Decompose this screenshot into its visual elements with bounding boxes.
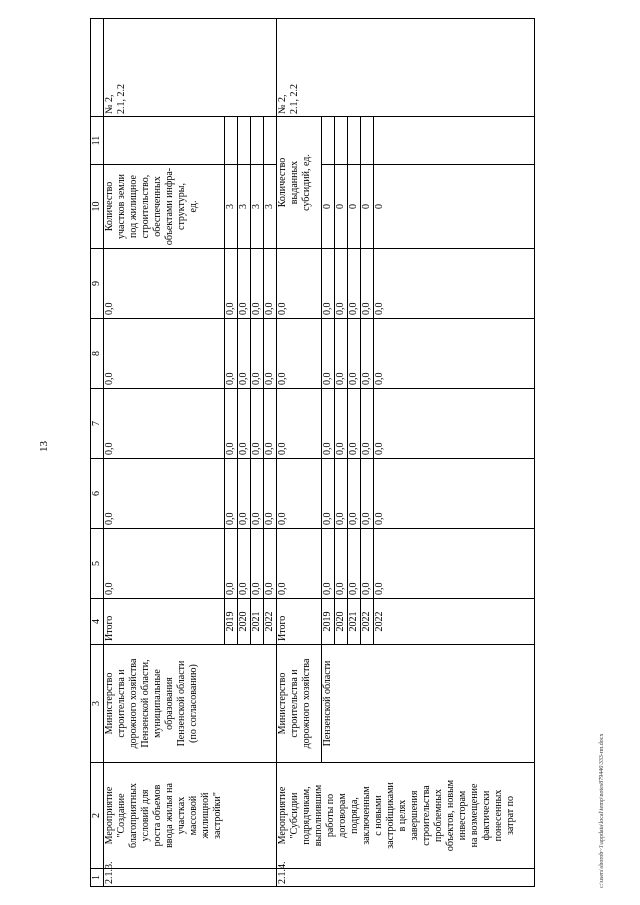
year-cell: 2019 [225, 599, 238, 645]
measure-name: Мероприятие "Создание благоприятных условий для роста объемов ввода жилья на участках массовой жилищной застройки" [104, 763, 277, 869]
value-cell: 0,0 [238, 459, 251, 529]
measure-executor: Министерство строительства и дорожного хозяйства [277, 645, 322, 763]
value-cell: 0,0 [335, 529, 348, 599]
header-cell: 9 [91, 249, 104, 319]
value-cell: 0,0 [264, 319, 277, 389]
value-cell: 0,0 [277, 529, 322, 599]
value-cell: 0,0 [322, 529, 335, 599]
header-cell: 7 [91, 389, 104, 459]
value-cell: 0,0 [238, 249, 251, 319]
value-cell: 0,0 [374, 529, 535, 599]
empty-cell [225, 117, 238, 165]
value-cell: 0,0 [264, 389, 277, 459]
header-blank-cell [91, 19, 104, 117]
value-cell: 0,0 [348, 529, 361, 599]
value-cell: 0,0 [374, 459, 535, 529]
value-cell: 0,0 [238, 319, 251, 389]
header-cell: 10 [91, 165, 104, 249]
year-cell: 2020 [335, 599, 348, 645]
value-cell: 0,0 [322, 319, 335, 389]
indicator-total-cell [104, 117, 225, 165]
header-cell: 1 [91, 869, 104, 887]
value-cell: 0,0 [238, 389, 251, 459]
empty-cell [251, 117, 264, 165]
value-cell: 0,0 [104, 529, 225, 599]
rotated-table-container [90, 19, 610, 887]
year-cell: 2022 [374, 599, 535, 645]
value-cell: 0,0 [104, 249, 225, 319]
empty-cell [264, 117, 277, 165]
program-table [90, 18, 535, 887]
page-number: 13 [38, 441, 50, 452]
table-row [277, 19, 322, 887]
indicator-value-cell: 3 [238, 165, 251, 249]
measure-name: Мероприятие "Субсидии подрядчикам, выполнившим работы по договорам подряда, заключенным с новыми застройщиками в целях завершения строительства проблемных объектов, новым инвесторам на возмещение фактически понесенных затрат по [277, 763, 535, 869]
value-cell: 0,0 [374, 389, 535, 459]
value-cell: 0,0 [225, 459, 238, 529]
value-cell: 0,0 [251, 249, 264, 319]
value-cell: 0,0 [348, 249, 361, 319]
value-cell: 0,0 [238, 529, 251, 599]
value-cell: 0,0 [251, 459, 264, 529]
indicator-value-cell: 0 [374, 165, 535, 249]
value-cell: 0,0 [361, 459, 374, 529]
value-cell: 0,0 [348, 389, 361, 459]
indicator-value-cell: 0 [335, 165, 348, 249]
value-cell: 0,0 [322, 249, 335, 319]
value-cell: 0,0 [225, 249, 238, 319]
indicator-value-cell: 0 [348, 165, 361, 249]
indicator-value-cell: 3 [225, 165, 238, 249]
header-number-row [91, 19, 104, 887]
indicator-value-cell: 3 [251, 165, 264, 249]
value-cell: 0,0 [361, 319, 374, 389]
indicator-name: Количество участков земли под жилищное строительство, обеспеченных объектами инфра- структуры, ед. [104, 165, 225, 249]
value-cell: 0,0 [361, 529, 374, 599]
header-cell: 3 [91, 645, 104, 763]
table-row [104, 19, 225, 887]
header-cell: 11 [91, 117, 104, 165]
value-cell: 0,0 [264, 529, 277, 599]
indicator-value-cell: 0 [361, 165, 374, 249]
indicator-link: № 2, 2.1, 2.2 [277, 19, 535, 117]
header-cell: 5 [91, 529, 104, 599]
header-cell: 2 [91, 763, 104, 869]
value-cell: 0,0 [277, 459, 322, 529]
indicator-value-cell: 0 [322, 165, 335, 249]
value-cell: 0,0 [225, 389, 238, 459]
year-cell: 2020 [238, 599, 251, 645]
measure-executor: Министерство строительства и дорожного хозяйства Пензенской области, муниципальные образования Пензенской области (по согласованию) [104, 645, 277, 763]
value-cell: 0,0 [277, 389, 322, 459]
header-cell: 6 [91, 459, 104, 529]
year-cell: 2021 [251, 599, 264, 645]
value-cell: 0,0 [264, 249, 277, 319]
value-cell: 0,0 [104, 319, 225, 389]
indicator-value-cell: 3 [264, 165, 277, 249]
value-cell: 0,0 [251, 389, 264, 459]
value-cell: 0,0 [335, 389, 348, 459]
year-cell: 2019 [322, 599, 335, 645]
value-cell: 0,0 [104, 389, 225, 459]
empty-cell [361, 117, 374, 165]
value-cell: 0,0 [374, 249, 535, 319]
value-cell: 0,0 [374, 319, 535, 389]
period-label: Итого [104, 599, 225, 645]
value-cell: 0,0 [251, 319, 264, 389]
indicator-link: № 2, 2.1, 2.2 [104, 19, 277, 117]
measure-number: 2.1.3. [104, 869, 277, 887]
value-cell: 0,0 [348, 459, 361, 529]
measure-number: 2.1.4. [277, 869, 535, 887]
value-cell: 0,0 [277, 249, 322, 319]
period-label: Итого [277, 599, 322, 645]
header-cell: 4 [91, 599, 104, 645]
empty-cell [238, 117, 251, 165]
empty-cell [374, 117, 535, 165]
value-cell: 0,0 [361, 249, 374, 319]
indicator-name: Количество выданных субсидий, ед. [277, 117, 322, 249]
value-cell: 0,0 [277, 319, 322, 389]
empty-cell [348, 117, 361, 165]
header-cell: 8 [91, 319, 104, 389]
value-cell: 0,0 [264, 459, 277, 529]
empty-cell [322, 117, 335, 165]
value-cell: 0,0 [322, 459, 335, 529]
table-row [322, 19, 335, 887]
year-cell: 2021 [348, 599, 361, 645]
value-cell: 0,0 [322, 389, 335, 459]
measure-executor-continued: Пензенской области [322, 645, 535, 763]
value-cell: 0,0 [335, 459, 348, 529]
value-cell: 0,0 [335, 319, 348, 389]
value-cell: 0,0 [104, 459, 225, 529]
value-cell: 0,0 [225, 529, 238, 599]
year-cell: 2022 [361, 599, 374, 645]
year-cell: 2022 [264, 599, 277, 645]
empty-cell [335, 117, 348, 165]
value-cell: 0,0 [361, 389, 374, 459]
value-cell: 0,0 [348, 319, 361, 389]
value-cell: 0,0 [225, 319, 238, 389]
footer-file-path: c:\users\sborob~1\appdata\local\temp\notes879446\333-пп.docx [599, 733, 605, 888]
value-cell: 0,0 [251, 529, 264, 599]
value-cell: 0,0 [335, 249, 348, 319]
